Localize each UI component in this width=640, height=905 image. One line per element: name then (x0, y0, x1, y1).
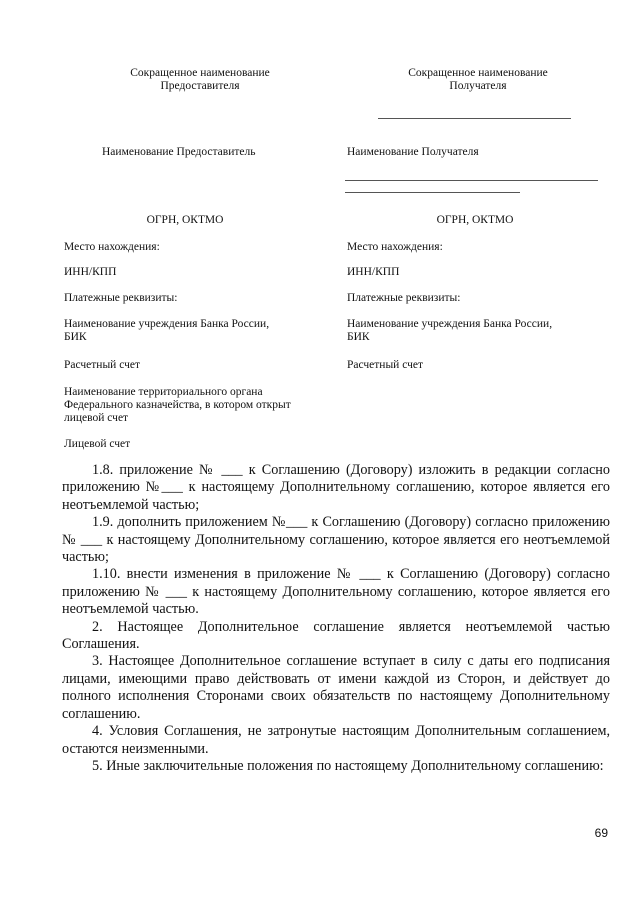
clause-1-9: 1.9. дополнить приложением №___ к Соглашению (Договору) согласно приложению № ___ к настоящему Дополнительному соглашению, которое является его неотъемлемой частью; (62, 514, 610, 566)
provider-ogrn-label: ОГРН, ОКТМО (146, 214, 224, 226)
recipient-name-label: Наименование Получателя (347, 146, 479, 158)
provider-name-label: Наименование Предоставитель (102, 146, 256, 158)
recipient-name-line-1 (345, 180, 598, 181)
recipient-short-name-line (378, 118, 571, 119)
provider-account-label: Расчетный счет (64, 359, 140, 371)
clause-3: 3. Настоящее Дополнительное соглашение вступает в силу с даты его подписания лицами, имеющими право действовать от имени каждой из Сторон, и действует до полного исполнения Сторонами своих обязательств по настоящему Дополнительному соглашению. (62, 653, 610, 722)
recipient-ogrn-label: ОГРН, ОКТМО (436, 214, 514, 226)
recipient-short-name-label: Сокращенное наименование Получателя (408, 67, 548, 92)
provider-payment-label: Платежные реквизиты: (64, 292, 178, 304)
provider-short-name-label: Сокращенное наименование Предоставителя (130, 67, 270, 92)
recipient-account-label: Расчетный счет (347, 359, 423, 371)
recipient-location-label: Место нахождения: (347, 241, 443, 253)
recipient-inn-label: ИНН/КПП (347, 266, 400, 278)
recipient-bank-label: Наименование учреждения Банка России, БИК (347, 318, 553, 343)
clause-1-8: 1.8. приложение № ___ к Соглашению (Договору) изложить в редакции согласно приложению №___ к настоящему Дополнительному соглашению, которое является его неотъемлемой частью; (62, 462, 610, 513)
clause-4: 4. Условия Соглашения, не затронутые настоящим Дополнительным соглашением, остаются неизменными. (62, 723, 610, 757)
recipient-name-line-2 (345, 192, 520, 193)
provider-treasury-label: Наименование территориального органа Федерального казначейства, в котором открыт лицевой счет (64, 386, 291, 424)
provider-inn-label: ИНН/КПП (64, 266, 117, 278)
provider-bank-label: Наименование учреждения Банка России, БИК (64, 318, 270, 343)
provider-location-label: Место нахождения: (64, 241, 160, 253)
recipient-payment-label: Платежные реквизиты: (347, 292, 461, 304)
clause-1-10: 1.10. внести изменения в приложение № ___ к Соглашению (Договору) согласно приложению № ___ к настоящему Дополнительному соглашению, которое является его неотъемлемой частью. (62, 566, 610, 618)
clause-2: 2. Настоящее Дополнительное соглашение является неотъемлемой частью Соглашения. (62, 618, 610, 653)
page-number: 69 (594, 826, 608, 840)
agreement-body (62, 462, 610, 775)
provider-personal-account-label: Лицевой счет (64, 438, 131, 450)
clause-5: 5. Иные заключительные положения по настоящему Дополнительному соглашению: (92, 757, 604, 774)
